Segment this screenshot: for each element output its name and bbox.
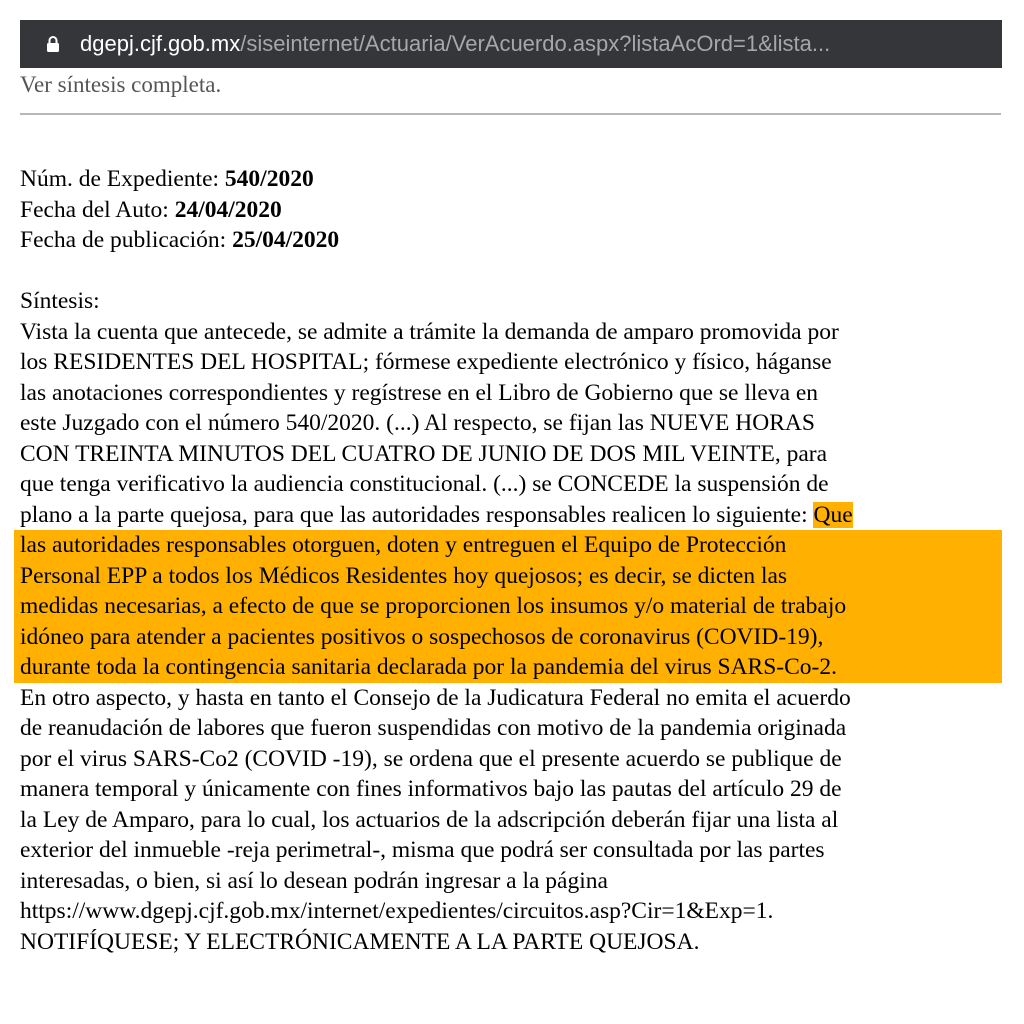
highlighted-line: durante toda la contingencia sanitaria declarada por la pandemia del virus SARS-Co-2.	[14, 652, 1002, 683]
synthesis-label: Síntesis:	[20, 288, 100, 314]
closing-line: de reanudación de labores que fueron suspendidas con motivo de la pandemia originada	[20, 715, 847, 741]
synthesis-line: las anotaciones correspondientes y regístrese en el Libro de Gobierno que se lleva en	[20, 379, 819, 406]
lock-icon	[46, 35, 60, 53]
expediente-row	[20, 164, 339, 195]
closing-line: En otro aspecto, y hasta en tanto el Consejo de la Judicatura Federal no emita el acuerdo	[20, 684, 851, 711]
fecha-auto-row	[20, 195, 339, 226]
fecha-publicacion-label: Fecha de publicación:	[20, 227, 227, 253]
fecha-auto-label: Fecha del Auto:	[20, 196, 169, 223]
synthesis-mixed-line	[20, 500, 1008, 531]
highlighted-line: idóneo para atender a pacientes positivos o sospechosos de coronavirus (COVID-19),	[14, 622, 1002, 653]
divider	[20, 113, 1001, 115]
highlighted-line: medidas necesarias, a efecto de que se proporcionen los insumos y/o material de trabajo	[14, 591, 1002, 622]
synthesis-line: este Juzgado con el número 540/2020. (...) Al respecto, se fijan las NUEVE HORAS	[20, 410, 815, 436]
highlighted-text-start: Que	[813, 501, 853, 528]
fecha-publicacion-row	[20, 225, 339, 256]
closing-url-line: https://www.dgepj.cjf.gob.mx/internet/expedientes/circuitos.asp?Cir=1&Exp=1.	[20, 898, 774, 924]
case-metadata	[20, 164, 339, 256]
highlighted-line: Personal EPP a todos los Médicos Residentes hoy quejosos; es decir, se dicten las	[14, 561, 1002, 592]
synthesis-line: CON TREINTA MINUTOS DEL CUATRO DE JUNIO DE DOS MIL VEINTE, para	[20, 440, 828, 467]
closing-line: interesadas, o bien, si así lo desean podrán ingresar a la página	[20, 867, 608, 894]
closing-line: exterior del inmueble -reja perimetral-, misma que podrá ser consultada por las partes	[20, 837, 825, 863]
full-synthesis-link[interactable]: Ver síntesis completa.	[20, 72, 222, 97]
closing-line: NOTIFÍQUESE; Y ELECTRÓNICAMENTE A LA PARTE QUEJOSA.	[20, 928, 700, 955]
expediente-value: 540/2020	[224, 166, 314, 192]
synthesis-line: Vista la cuenta que antecede, se admite a trámite la demanda de amparo promovida por	[20, 318, 839, 345]
fecha-auto-value: 24/04/2020	[174, 196, 282, 223]
synthesis-section	[20, 286, 1008, 957]
expediente-label: Núm. de Expediente:	[20, 166, 220, 192]
url-domain: dgepj.cjf.gob.mx	[80, 31, 241, 56]
synthesis-line: los RESIDENTES DEL HOSPITAL; fórmese expediente electrónico y físico, háganse	[20, 349, 832, 375]
fecha-publicacion-value: 25/04/2020	[232, 227, 340, 253]
closing-line: por el virus SARS-Co2 (COVID -19), se ordena que el presente acuerdo se publique de	[20, 745, 842, 772]
closing-line: la Ley de Amparo, para lo cual, los actuarios de la adscripción deberán fijar una lista al	[20, 806, 839, 833]
synthesis-line-plain: plano a la parte quejosa, para que las autoridades responsables realicen lo siguiente:	[20, 501, 814, 528]
highlighted-line: las autoridades responsables otorguen, doten y entreguen el Equipo de Protección	[14, 530, 1002, 561]
synthesis-line: que tenga verificativo la audiencia constitucional. (...) se CONCEDE la suspensión de	[20, 471, 829, 497]
closing-line: manera temporal y únicamente con fines informativos bajo las pautas del artículo 29 de	[20, 776, 842, 802]
address-bar[interactable]	[20, 20, 1002, 68]
url-path: /siseinternet/Actuaria/VerAcuerdo.aspx?listaAcOrd=1&lista...	[240, 31, 831, 56]
